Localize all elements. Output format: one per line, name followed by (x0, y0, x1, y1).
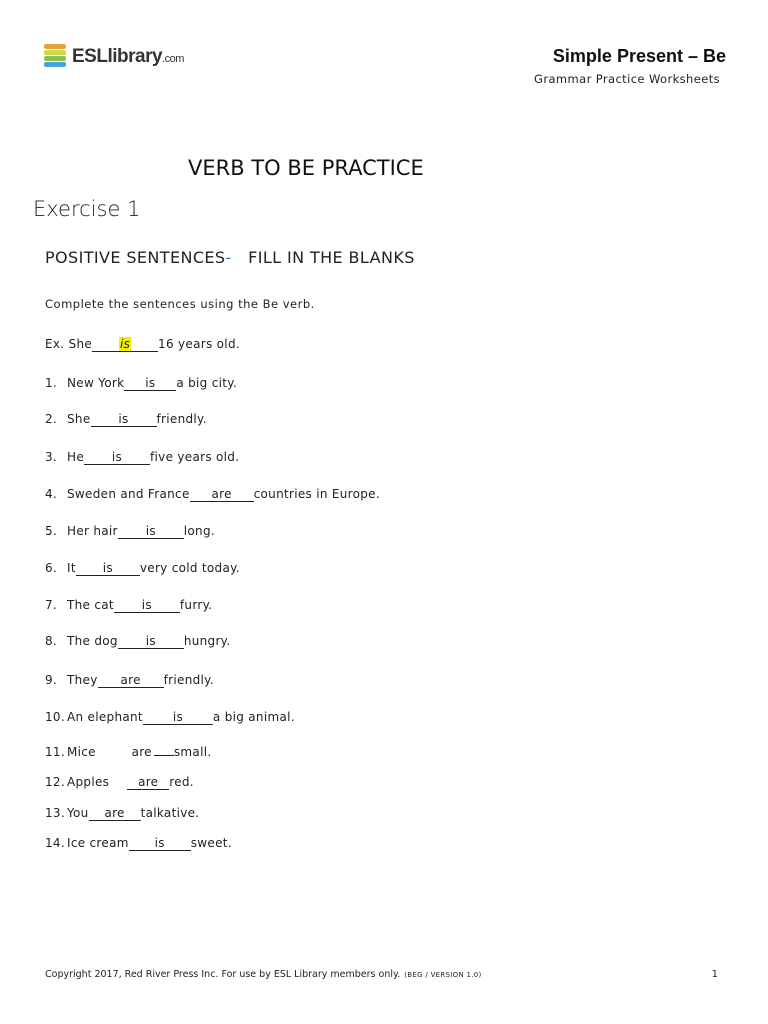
answer-blank: is (92, 338, 158, 352)
answer-blank: is (91, 413, 157, 427)
worksheet-series: Grammar Practice Worksheets (534, 72, 720, 86)
answer-blank: is (118, 635, 184, 649)
list-item: 8. The dog is hungry. (45, 634, 231, 648)
section-title: POSITIVE SENTENCES- FILL IN THE BLANKS (45, 248, 415, 267)
list-item: 4. Sweden and France are countries in Europe. (45, 487, 380, 501)
list-item: 12. Apples are red. (45, 775, 194, 789)
answer-blank: are (98, 674, 164, 688)
answer-blank: is (143, 711, 213, 725)
answer-blank: are (127, 776, 169, 790)
instructions: Complete the sentences using the Be verb. (45, 297, 315, 311)
list-item: 7. The cat is furry. (45, 598, 213, 612)
blank-line (154, 755, 174, 756)
logo-text: ESLlibrary.com (72, 46, 184, 67)
answer-blank: are (190, 488, 254, 502)
page-number: 1 (711, 969, 718, 980)
list-item: 6. It is very cold today. (45, 561, 240, 575)
books-icon (44, 44, 68, 70)
list-item: 9. They are friendly. (45, 673, 214, 687)
copyright-footer: Copyright 2017, Red River Press Inc. For use by ESL Library members only. (BEG / VERSION 1.0) (45, 969, 482, 980)
answer-blank: is (118, 525, 184, 539)
answer-blank: is (114, 599, 180, 613)
answer-blank: is (76, 562, 140, 576)
list-item: 5. Her hair is long. (45, 524, 215, 538)
list-item: 3. He is five years old. (45, 450, 240, 464)
example-sentence: Ex. She is 16 years old. (45, 337, 240, 351)
answer-blank: is (84, 451, 150, 465)
list-item: 13. You are talkative. (45, 806, 200, 820)
answer-blank: is (129, 837, 191, 851)
esl-library-logo (44, 44, 184, 70)
list-item: 2. She is friendly. (45, 412, 207, 426)
list-item: 14. Ice cream is sweet. (45, 836, 232, 850)
worksheet-topic: Simple Present – Be (552, 46, 726, 66)
exercise-title: Exercise 1 (33, 197, 141, 221)
list-item: 1. New York is a big city. (45, 376, 238, 390)
answer-blank: are (131, 745, 152, 759)
answer-blank: are (89, 807, 141, 821)
list-item: 10. An elephant is a big animal. (45, 710, 295, 724)
answer-blank: is (124, 377, 176, 391)
list-item: 11. Mice are small. (45, 745, 212, 759)
page-title: VERB TO BE PRACTICE (188, 156, 424, 180)
